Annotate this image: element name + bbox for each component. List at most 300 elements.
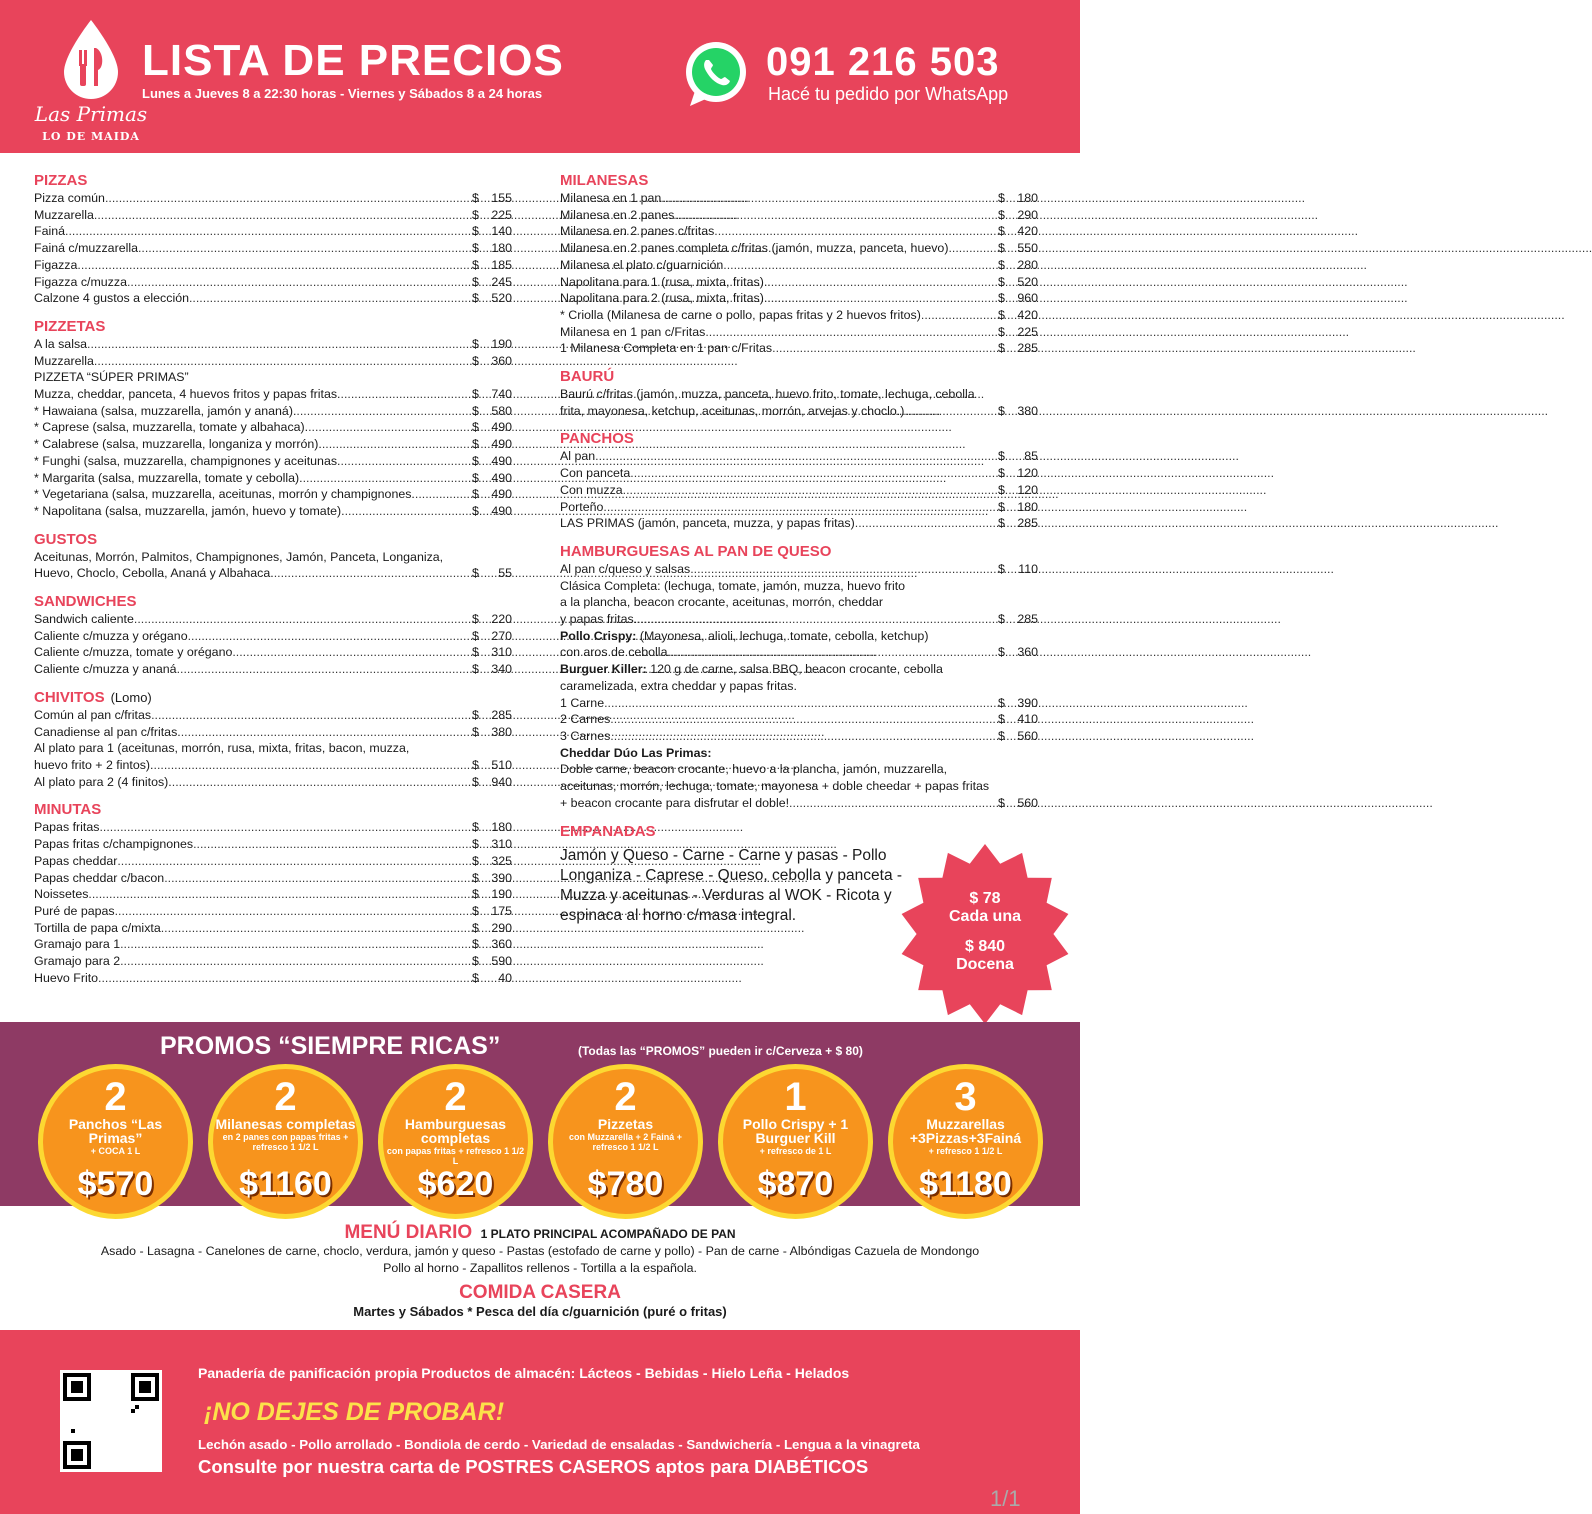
- dot-leader: [610, 728, 998, 745]
- item-name: Porteño: [560, 499, 604, 514]
- item-name: Noissetes: [34, 887, 89, 902]
- menu-item: [34, 223, 512, 240]
- menu-item: [34, 290, 512, 307]
- dot-leader: [94, 207, 472, 224]
- item-name: Al pan: [560, 449, 596, 464]
- price-value: 110: [1018, 561, 1038, 576]
- dot-leader: [188, 628, 472, 645]
- promo-title: Hamburguesas completas: [404, 1116, 507, 1146]
- item-name: Huevo, Choclo, Cebolla, Ananá y Albahaca.: [34, 566, 274, 581]
- item-name: * Margarita (salsa, muzzarella, tomate y cebolla).: [34, 470, 303, 485]
- price-value: 175: [491, 903, 512, 918]
- menu-diario-title: MENÚ DIARIO: [344, 1222, 473, 1243]
- section-title: [34, 531, 512, 549]
- dot-leader: [637, 611, 998, 628]
- item-name: Gramajo para 2: [34, 954, 121, 969]
- price-value: 185: [491, 257, 512, 272]
- item-price: [998, 340, 1038, 357]
- menu-item: [34, 565, 512, 582]
- menu-item: [34, 920, 512, 937]
- promo-price: $570: [77, 1165, 154, 1203]
- item-price: [998, 711, 1038, 728]
- currency-sign: $: [998, 341, 1005, 356]
- currency-sign: $: [472, 224, 479, 239]
- item-name: * Napolitana (salsa, muzzarella, jamón, huevo y tomate).: [34, 503, 345, 518]
- item-price: [998, 499, 1038, 516]
- currency-sign: $: [472, 470, 479, 485]
- section-title: [560, 543, 1038, 561]
- dot-leader: [303, 470, 472, 487]
- currency-sign: $: [472, 453, 479, 468]
- menu-text-line: [560, 594, 1038, 611]
- page-number: 1/1: [990, 1486, 1021, 1511]
- empanadas-line: Longaniza - Caprese - Queso, cebolla y panceta -: [560, 866, 903, 884]
- item-price: [998, 465, 1038, 482]
- price-value: 120: [1017, 466, 1038, 481]
- dot-leader: [99, 819, 472, 836]
- item-name: Milanesa en 1 pan c/Fritas: [560, 324, 706, 339]
- item-name: Figazza c/muzza: [34, 274, 127, 289]
- item-price: [472, 240, 512, 257]
- dot-leader: [308, 419, 472, 436]
- dot-leader: [177, 661, 472, 678]
- dot-leader: [164, 870, 472, 887]
- dot-leader: [120, 936, 472, 953]
- currency-sign: $: [472, 820, 479, 835]
- promos-title: PROMOS “SIEMPRE RICAS”: [160, 1032, 501, 1060]
- item-price: [472, 936, 512, 953]
- price-value: 380: [491, 724, 512, 739]
- menu-text-line: [560, 386, 1038, 403]
- currency-sign: $: [472, 403, 479, 418]
- menu-item: [34, 819, 512, 836]
- price-value: 190: [491, 887, 512, 902]
- dot-leader: [127, 274, 472, 291]
- dot-leader: [134, 611, 472, 628]
- item-price: [998, 448, 1038, 465]
- dot-leader: [340, 453, 472, 470]
- menu-item: [34, 628, 512, 645]
- currency-sign: $: [472, 503, 479, 518]
- item-price: [472, 565, 512, 582]
- dot-leader: [65, 223, 472, 240]
- price-dozen: $ 840: [964, 938, 1006, 955]
- menu-text-line: [560, 678, 1038, 695]
- price-value: 245: [491, 274, 512, 289]
- postres-text: Consulte por nuestra carta de POSTRES CASEROS aptos para DIABÉTICOS: [198, 1456, 869, 1477]
- comida-casera-title: COMIDA CASERA: [459, 1282, 621, 1303]
- dot-leader: [855, 515, 998, 532]
- item-name: y papas fritas.: [560, 612, 638, 627]
- item-name: Al plato para 2 (4 finitos).: [34, 774, 172, 789]
- currency-sign: $: [472, 853, 479, 868]
- item-name: Calzone 4 gustos a elección: [34, 291, 189, 306]
- promo-badge: [208, 1064, 363, 1219]
- item-price: [998, 695, 1038, 712]
- item-price: [472, 353, 512, 370]
- price-value: 410: [1017, 712, 1038, 727]
- dot-leader: [120, 953, 472, 970]
- currency-sign: $: [472, 774, 479, 789]
- promos-note: (Todas las “PROMOS” pueden ir c/Cerveza + $ 80): [578, 1044, 863, 1058]
- section-minutas: [34, 801, 512, 986]
- item-name: * Funghi (salsa, muzzarella, champignones y aceitunas.: [34, 453, 341, 468]
- menu-diario-subtitle: 1 PLATO PRINCIPAL ACOMPAÑADO DE PAN: [480, 1227, 736, 1241]
- promo-price: $780: [587, 1165, 664, 1203]
- currency-sign: $: [998, 257, 1005, 272]
- currency-sign: $: [998, 403, 1005, 418]
- menu-item: [560, 257, 1038, 274]
- currency-sign: $: [998, 291, 1005, 306]
- promo-price: $870: [757, 1165, 834, 1203]
- section-pizzetas: [34, 318, 512, 520]
- promo-price: $1180: [919, 1165, 1012, 1203]
- price-value: 960: [1017, 291, 1038, 306]
- promo-quantity: 3: [954, 1075, 977, 1119]
- item-price: [472, 724, 512, 741]
- menu-diario-items: [40, 1243, 1040, 1277]
- section-title-text: SANDWICHES: [34, 593, 137, 611]
- dot-leader: [764, 290, 998, 307]
- item-name: Papas cheddar: [34, 853, 118, 868]
- dot-leader: [161, 920, 472, 937]
- price-value: 380: [1017, 403, 1038, 418]
- price-value: 270: [491, 628, 512, 643]
- item-price: [472, 970, 512, 987]
- right-sections: [560, 172, 1038, 812]
- menu-item: [560, 274, 1038, 291]
- empanadas-line: espinaca al horno c/masa integral.: [560, 906, 797, 924]
- item-name: + beacon crocante para disfrutar el doble!: [560, 795, 790, 810]
- item-price: [472, 707, 512, 724]
- currency-sign: $: [472, 207, 479, 222]
- item-name: 1 Carne: [560, 695, 605, 710]
- price-value: 490: [491, 503, 512, 518]
- dot-leader: [94, 353, 472, 370]
- item-name: Con muzza: [560, 482, 623, 497]
- currency-sign: $: [998, 695, 1005, 710]
- currency-sign: $: [472, 420, 479, 435]
- promo-badge: [718, 1064, 873, 1219]
- empanadas-line: Muzza y aceitunas - Verduras al WOK - Ricota y: [560, 886, 892, 904]
- menu-text-line: [560, 745, 1038, 762]
- fork-knife-icon: [64, 20, 118, 100]
- menu-item: [560, 207, 1038, 224]
- item-price: [998, 482, 1038, 499]
- dot-leader: [667, 644, 998, 661]
- item-label-bold: Burguer Killer:: [560, 662, 647, 677]
- price-value: 225: [1017, 324, 1038, 339]
- menu-item: [560, 340, 1038, 357]
- currency-sign: $: [472, 937, 479, 952]
- dot-leader: [904, 403, 998, 420]
- dot-leader: [604, 695, 998, 712]
- item-price: [472, 757, 512, 774]
- currency-sign: $: [472, 353, 479, 368]
- item-name: Milanesa en 1 pan: [560, 191, 662, 205]
- dot-leader: [764, 274, 998, 291]
- price-value: 390: [1017, 695, 1038, 710]
- price-value: 325: [491, 853, 512, 868]
- item-price: [998, 240, 1038, 257]
- item-name: * Hawaiana (salsa, muzzarella, jamón y ananá).: [34, 403, 297, 418]
- item-price: [472, 223, 512, 240]
- item-name: Fainá: [34, 224, 65, 239]
- price-dozen-label: Docena: [956, 956, 1014, 973]
- item-name: Sandwich caliente: [34, 612, 134, 627]
- menu-item: [34, 419, 512, 436]
- menu-text-line: [34, 369, 512, 386]
- promo-detail: + COCA 1 L: [90, 1146, 141, 1156]
- qr-code-icon[interactable]: [60, 1370, 162, 1472]
- dot-leader: [115, 903, 472, 920]
- item-name: Napolitana para 1 (rusa, mixta, fritas): [560, 274, 764, 289]
- menu-item: [34, 336, 512, 353]
- price-value: 580: [491, 403, 512, 418]
- promo-quantity: 2: [614, 1075, 637, 1119]
- promo-price: $1160: [239, 1165, 332, 1203]
- item-price: [998, 795, 1038, 812]
- page-title: LISTA DE PRECIOS: [142, 36, 564, 85]
- currency-sign: $: [472, 257, 479, 272]
- menu-item: [34, 353, 512, 370]
- currency-sign: $: [998, 612, 1005, 627]
- price-value: 420: [1017, 224, 1038, 239]
- menu-item: [560, 644, 1038, 661]
- dot-leader: [154, 757, 473, 774]
- price-value: 520: [491, 291, 512, 306]
- dot-leader: [415, 486, 472, 503]
- item-price: [998, 611, 1038, 628]
- section-title-text: HAMBURGUESAS AL PAN DE QUESO: [560, 542, 832, 560]
- price-value: 490: [491, 487, 512, 502]
- item-price: [472, 486, 512, 503]
- currency-sign: $: [998, 561, 1005, 576]
- price-value: 40: [498, 970, 512, 985]
- menu-item: [34, 503, 512, 520]
- menu-item: [34, 707, 512, 724]
- menu-item: [34, 903, 512, 920]
- currency-sign: $: [472, 870, 479, 885]
- menu-item: [34, 257, 512, 274]
- currency-sign: $: [998, 241, 1005, 256]
- item-name: Caliente c/muzza y ananá: [34, 662, 177, 677]
- dot-leader: [151, 707, 472, 724]
- item-price: [998, 561, 1038, 578]
- whatsapp-icon[interactable]: [680, 38, 750, 110]
- currency-sign: $: [472, 387, 479, 402]
- menu-item: [34, 870, 512, 887]
- currency-sign: $: [998, 712, 1005, 727]
- price-value: 180: [1017, 499, 1038, 514]
- menu-item: [34, 936, 512, 953]
- price-value: 390: [491, 870, 512, 885]
- item-name: Milanesa el plato c/guarnición: [560, 257, 724, 272]
- dot-leader: [610, 711, 998, 728]
- menu-diario-line: Pollo al horno - Zapallitos rellenos - Tortilla a la española.: [383, 1261, 697, 1275]
- dot-leader: [189, 290, 472, 307]
- item-price: [472, 836, 512, 853]
- item-price: [472, 774, 512, 791]
- menu-item: [34, 886, 512, 903]
- menu-item: [560, 307, 1038, 324]
- price-each: $ 78: [969, 890, 1001, 907]
- price-value: 340: [491, 662, 512, 677]
- item-name: Muzzarella: [34, 207, 94, 222]
- currency-sign: $: [472, 487, 479, 502]
- promo-title: Pollo Crispy + 1 Burguer Kill: [742, 1116, 849, 1146]
- slogan: ¡NO DEJES DE PROBAR!: [204, 1398, 505, 1426]
- promo-title: Muzzarellas +3Pizzas+3Fainá: [909, 1116, 1022, 1146]
- item-name: con aros de cebolla: [560, 645, 668, 660]
- currency-sign: $: [998, 207, 1005, 222]
- item-price: [472, 257, 512, 274]
- menu-text-line: [560, 578, 1038, 595]
- section-title-text: GUSTOS: [34, 530, 98, 548]
- promo-title: Pizzetas: [597, 1116, 654, 1132]
- currency-sign: $: [998, 482, 1005, 497]
- item-price: [998, 728, 1038, 745]
- price-value: 220: [491, 612, 512, 627]
- price-value: 560: [1017, 728, 1038, 743]
- promo-detail: con papas fritas + refresco 1 1/2 L: [386, 1146, 525, 1166]
- section-title-text: PIZZAS: [34, 172, 88, 189]
- price-value: 490: [491, 420, 512, 435]
- menu-item: [560, 482, 1038, 499]
- price-value: 190: [491, 336, 512, 351]
- item-price: [472, 386, 512, 403]
- item-price: [998, 515, 1038, 532]
- item-name: * Criolla (Milanesa de carne o pollo, papas fritas y 2 huevos fritos): [560, 307, 921, 322]
- header-banner: [0, 0, 1080, 153]
- item-price: [998, 190, 1038, 207]
- price-each-label: Cada una: [948, 908, 1021, 925]
- section-title-text: MILANESAS: [560, 172, 649, 189]
- currency-sign: $: [472, 191, 479, 205]
- item-price: [998, 223, 1038, 240]
- menu-text-line: [34, 740, 512, 757]
- price-value: 490: [491, 470, 512, 485]
- price-value: 290: [491, 920, 512, 935]
- promo-badge: [378, 1064, 533, 1219]
- menu-item: [34, 661, 512, 678]
- menu-text-line: [560, 778, 1038, 795]
- menu-item: [34, 403, 512, 420]
- section-title-text: MINUTAS: [34, 801, 102, 819]
- price-value: 285: [1017, 516, 1038, 531]
- dot-leader: [138, 240, 472, 257]
- currency-sign: $: [998, 274, 1005, 289]
- section-title-text: CHIVITOS: [34, 688, 105, 706]
- dot-leader: [714, 223, 998, 240]
- section-title-text: BAURÚ: [560, 368, 615, 386]
- item-name: Fainá c/muzzarella: [34, 241, 138, 256]
- item-price: [998, 644, 1038, 661]
- currency-sign: $: [998, 728, 1005, 743]
- item-name: Milanesa en 2 panes completa c/fritas (jamón, muzza, panceta, huevo): [560, 241, 949, 256]
- comida-casera-text: Martes y Sábados * Pesca del día c/guarnición (puré o fritas): [353, 1304, 727, 1319]
- dot-leader: [661, 190, 998, 207]
- menu-item: [34, 207, 512, 224]
- item-name: Gramajo para 1: [34, 937, 121, 952]
- menu-item: [560, 403, 1038, 420]
- item-price: [998, 290, 1038, 307]
- menu-item: [560, 728, 1038, 745]
- item-name: * Calabrese (salsa, muzzarella, longaniza y morrón).: [34, 437, 322, 452]
- item-name: Caliente c/muzza, tomate y orégano: [34, 645, 233, 660]
- item-text: Doble carne, beacon crocante, huevo a la plancha, jamón, muzzarella,: [560, 762, 948, 777]
- item-price: [472, 436, 512, 453]
- phone-number[interactable]: 091 216 503: [766, 40, 1000, 84]
- item-price: [472, 920, 512, 937]
- item-price: [472, 403, 512, 420]
- item-text: a la plancha, beacon crocante, aceitunas, morrón, cheddar: [560, 595, 884, 610]
- menu-item: [560, 290, 1038, 307]
- item-name: A la salsa: [34, 336, 88, 351]
- menu-item: [34, 240, 512, 257]
- section-milanesas: [560, 172, 1038, 357]
- currency-sign: $: [472, 920, 479, 935]
- price-value: 490: [491, 453, 512, 468]
- currency-sign: $: [472, 437, 479, 452]
- menu-item: [34, 386, 512, 403]
- currency-sign: $: [472, 645, 479, 660]
- currency-sign: $: [472, 903, 479, 918]
- item-name: Muzzarella: [34, 353, 94, 368]
- item-name: * Vegetariana (salsa, muzzarella, aceitunas, morrón y champignones.: [34, 487, 415, 502]
- menu-item: [560, 561, 1038, 578]
- item-text: Baurú c/fritas (jamón, muzza, panceta, huevo frito, tomate, lechuga, cebolla: [560, 387, 975, 402]
- currency-sign: $: [472, 887, 479, 902]
- item-name: Puré de papas: [34, 903, 115, 918]
- section-title: [560, 430, 1038, 448]
- section-title-text: PANCHOS: [560, 430, 634, 448]
- currency-sign: $: [472, 241, 479, 256]
- section-title: EMPANADAS: [560, 822, 656, 840]
- currency-sign: $: [998, 645, 1005, 660]
- price-value: 140: [491, 224, 512, 239]
- currency-sign: $: [472, 274, 479, 289]
- dot-leader: [88, 886, 472, 903]
- dot-leader: [921, 307, 998, 324]
- dot-leader: [193, 836, 472, 853]
- item-name: Tortilla de papa c/mixta: [34, 920, 161, 935]
- opening-hours: Lunes a Jueves 8 a 22:30 horas - Viernes y Sábados 8 a 24 horas: [142, 86, 543, 101]
- brand-logo: [26, 20, 156, 150]
- empanadas-price-text: [900, 890, 1070, 974]
- price-value: 285: [491, 707, 512, 722]
- item-text: Clásica Completa: (lechuga, tomate, jamón, muzza, huevo frito: [560, 578, 906, 593]
- panaderia-text: Panadería de panificación propia Productos de almacén: Lácteos - Bebidas - Hielo Leña - Helados: [198, 1365, 850, 1381]
- price-value: 420: [1017, 307, 1038, 322]
- item-text: aceitunas, morrón, lechuga, tomate, mayonesa + doble cheedar + papas fritas: [560, 779, 990, 794]
- item-price: [472, 274, 512, 291]
- currency-sign: $: [998, 307, 1005, 322]
- promo-detail: + refresco 1 1/2 L: [928, 1146, 1003, 1156]
- promo-price: $620: [417, 1165, 494, 1203]
- item-price: [998, 257, 1038, 274]
- price-value: 285: [1017, 612, 1038, 627]
- currency-sign: $: [472, 566, 479, 581]
- promo-detail: + refresco de 1 L: [759, 1146, 832, 1156]
- footer-banner: [0, 1330, 1080, 1514]
- currency-sign: $: [998, 224, 1005, 239]
- price-value: 940: [491, 774, 512, 789]
- dot-leader: [341, 386, 473, 403]
- item-price: [998, 274, 1038, 291]
- section-title: [34, 801, 512, 819]
- menu-item: [560, 499, 1038, 516]
